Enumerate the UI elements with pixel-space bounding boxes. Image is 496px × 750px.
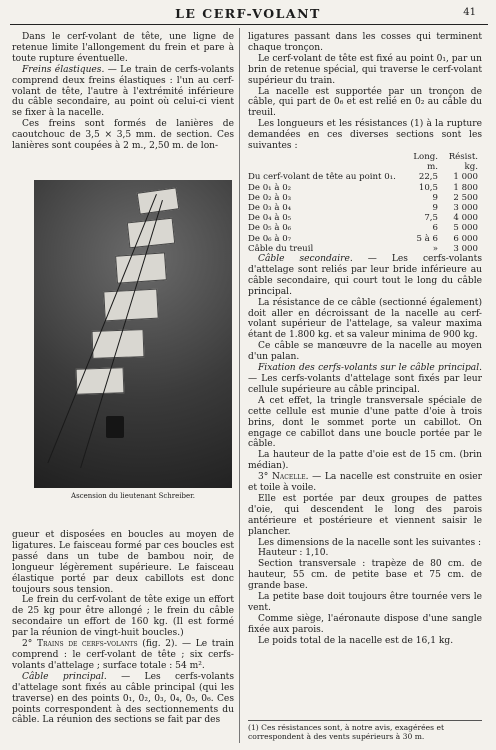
row-resist: 4 000 <box>453 213 478 224</box>
paragraph: Le poids total de la nacelle est de 16,1 kg. <box>258 635 454 646</box>
header-rule <box>10 24 488 25</box>
row-resist: 1 000 <box>453 172 478 183</box>
section-heading: 2° Trains de cerfs-volants <box>22 639 138 650</box>
row-label: De 0₃ à 0₄ <box>248 202 292 213</box>
table-row <box>248 244 478 254</box>
table-header-row <box>248 152 478 162</box>
paragraph: Ces freins sont formés de lanières de caoutchouc de 3,5 × 3,5 mm. de section. Ces lanières sont coupées à 2 m., 2,50 m. de lon- <box>12 119 234 152</box>
row-long: 6 <box>432 223 438 234</box>
paragraph: Dans le cerf-volant de tête, une ligne de retenue limite l'allongement du frein et pare à toute rupture éventuelle. <box>12 32 234 64</box>
section-heading: Câble secondaire. <box>258 254 353 264</box>
row-long: » <box>432 243 438 254</box>
row-long: 9 <box>432 192 438 203</box>
resistance-table <box>248 152 478 254</box>
row-resist: 3 000 <box>453 202 478 213</box>
running-title: LE CERF-VOLANT <box>175 6 321 21</box>
row-resist: 5 000 <box>453 223 478 234</box>
left-column-top <box>12 32 234 152</box>
row-label: De 0₁ à 0₂ <box>248 182 292 193</box>
row-long: 9 <box>432 202 438 213</box>
section-heading: Câble principal. <box>22 671 107 682</box>
table-row <box>248 183 478 193</box>
paragraph: La hauteur de la patte d'oie est de 15 cm. (brin médian). <box>248 450 482 472</box>
row-long: 7,5 <box>424 213 438 224</box>
paragraph: A cet effet, la tringle transversale spéciale de cette cellule est munie d'une patte d'oie à trois brins, dont le sommet porte un cabillot. On engage ce cabillot dans une boucle portée par le câble. <box>248 395 482 450</box>
row-label: Du cerf-volant de tête au point 0₁. <box>248 172 396 183</box>
paragraph: ligatures passant dans les cosses qui terminent chaque tronçon. <box>248 32 482 53</box>
paragraph: Câble secondaire. — Les cerfs-volants d'attelage sont reliés par leur bride inférieure au câble secondaire, qui court tout le long du câble principal. <box>248 254 482 297</box>
table-row <box>248 193 478 203</box>
row-label: De 0₂ à 0₃ <box>248 192 292 203</box>
paragraph: Les longueurs et les résistances (1) à la rupture demandées en ces diverses sections sont les suivantes : <box>248 119 482 152</box>
photograph-kite-ascension <box>34 180 232 488</box>
row-resist: 3 000 <box>453 243 478 254</box>
paragraph: Le cerf-volant de tête est fixé au point 0₁, par un brin de retenue spécial, qui traverse le cerf-volant supérieur du train. <box>248 53 482 86</box>
paragraph: Fixation des cerfs-volants sur le câble principal. — Les cerfs-volants d'attelage sont fixés par leur cellule supérieure au câble principal. <box>248 363 482 395</box>
section-heading: Freins élastiques. <box>22 64 105 75</box>
paragraph: 3° Nacelle. — La nacelle est construite en osier et toile à voile. <box>248 472 482 494</box>
paragraph: La résistance de ce câble (sectionné également) doit aller en décroissant de la nacelle au cerf-volant supérieur de l'attelage, sa valeur maxima étant de 1.800 kg. et sa valeur minima de 900 kg. <box>248 297 482 341</box>
header-resist: Résist. <box>448 151 478 162</box>
paragraph: Le frein du cerf-volant de tête exige un effort de 25 kg pour être allongé ; le frein du câble secondaire un effort de 160 kg. (Il est formé par la réunion de vingt-huit boucles.) <box>12 595 234 639</box>
row-resist: 6 000 <box>453 233 478 244</box>
column-divider <box>239 28 240 743</box>
unit-resist: kg. <box>464 162 478 173</box>
row-label: De 0₅ à 0₆ <box>248 223 292 234</box>
paragraph: Freins élastiques. — Le train de cerfs-volants comprend deux freins élastiques : l'un au cerf-volant de tête, l'autre à l'extrémité inférieure du câble secondaire, au point où celui-ci vient se fixer à la nacelle. <box>12 64 235 119</box>
paragraph: Ce câble se manœuvre de la nacelle au moyen d'un palan. <box>248 341 482 363</box>
row-label: De 0₆ à 0₇ <box>248 233 292 244</box>
paragraph: Câble principal. — Les cerfs-volants d'attelage sont fixés au câble principal (qui les traverse) en des points 0₁, 0₂, 0₃, 0₄, 0₅, 0₆. Ces points correspondent à des sectionnements du câble. La réunion des sections se fait par des <box>12 671 234 726</box>
paragraph: Hauteur : 1,10. <box>258 548 329 559</box>
row-label: Câble du treuil <box>248 243 314 254</box>
table-body <box>248 172 478 254</box>
table-row <box>248 172 478 182</box>
paragraph: La petite base doit toujours être tournée vers le vent. <box>248 592 482 613</box>
row-resist: 2 500 <box>453 192 478 203</box>
table-row <box>248 203 478 213</box>
paragraph: 2° Trains de cerfs-volants (fig. 2). — Le train comprend : le cerf-volant de tête ; six cerfs-volants d'attelage ; surface totale : 54 m². <box>12 639 234 671</box>
footnote: (1) Ces résistances sont, à notre avis, exagérées et correspondent à des vents supérieurs à 30 m. <box>248 720 482 741</box>
left-column-bottom <box>12 530 234 726</box>
row-long: 5 à 6 <box>416 233 438 244</box>
table-unit-row <box>248 162 478 172</box>
paragraph: La nacelle est supportée par un tronçon de câble, qui part de 0₆ et est relié en 0₂ au câble du treuil. <box>248 86 482 119</box>
kite-cell <box>76 367 125 395</box>
table-row <box>248 234 478 244</box>
page-header <box>0 6 496 22</box>
figure-caption: Ascension du lieutenant Schreiber. <box>71 492 195 500</box>
paragraph: Les dimensions de la nacelle sont les suivantes : <box>258 537 482 548</box>
page-number: 41 <box>463 7 476 18</box>
paragraph: Comme siège, l'aéronaute dispose d'une sangle fixée aux parois. <box>248 613 482 635</box>
table-row <box>248 223 478 233</box>
nacelle <box>106 416 124 438</box>
section-heading: 3° Nacelle. <box>258 472 309 483</box>
right-column <box>248 32 482 647</box>
paragraph: Section transversale : trapèze de 80 cm. de hauteur, 55 cm. de petite base et 75 cm. de grande base. <box>248 559 482 592</box>
paragraph: Elle est portée par deux groupes de pattes d'oie, qui descendent le long des parois antérieure et postérieure et viennent saisir le plancher. <box>248 493 482 537</box>
row-label: De 0₄ à 0₅ <box>248 213 292 224</box>
table-row <box>248 213 478 223</box>
row-resist: 1 800 <box>453 182 478 193</box>
row-long: 10,5 <box>418 182 438 193</box>
section-heading: Fixation des cerfs-volants sur le câble principal. <box>258 363 482 374</box>
unit-long: m. <box>427 162 438 173</box>
header-long: Long. <box>413 151 438 162</box>
row-long: 22,5 <box>418 172 438 183</box>
paragraph: gueur et disposées en boucles au moyen de ligatures. Le faisceau formé par ces boucles est passé dans un tube de bambou noir, de longueur légèrement supérieure. Le faisceau élastique porté par deux cabillots est donc toujours sous tension. <box>12 530 234 595</box>
